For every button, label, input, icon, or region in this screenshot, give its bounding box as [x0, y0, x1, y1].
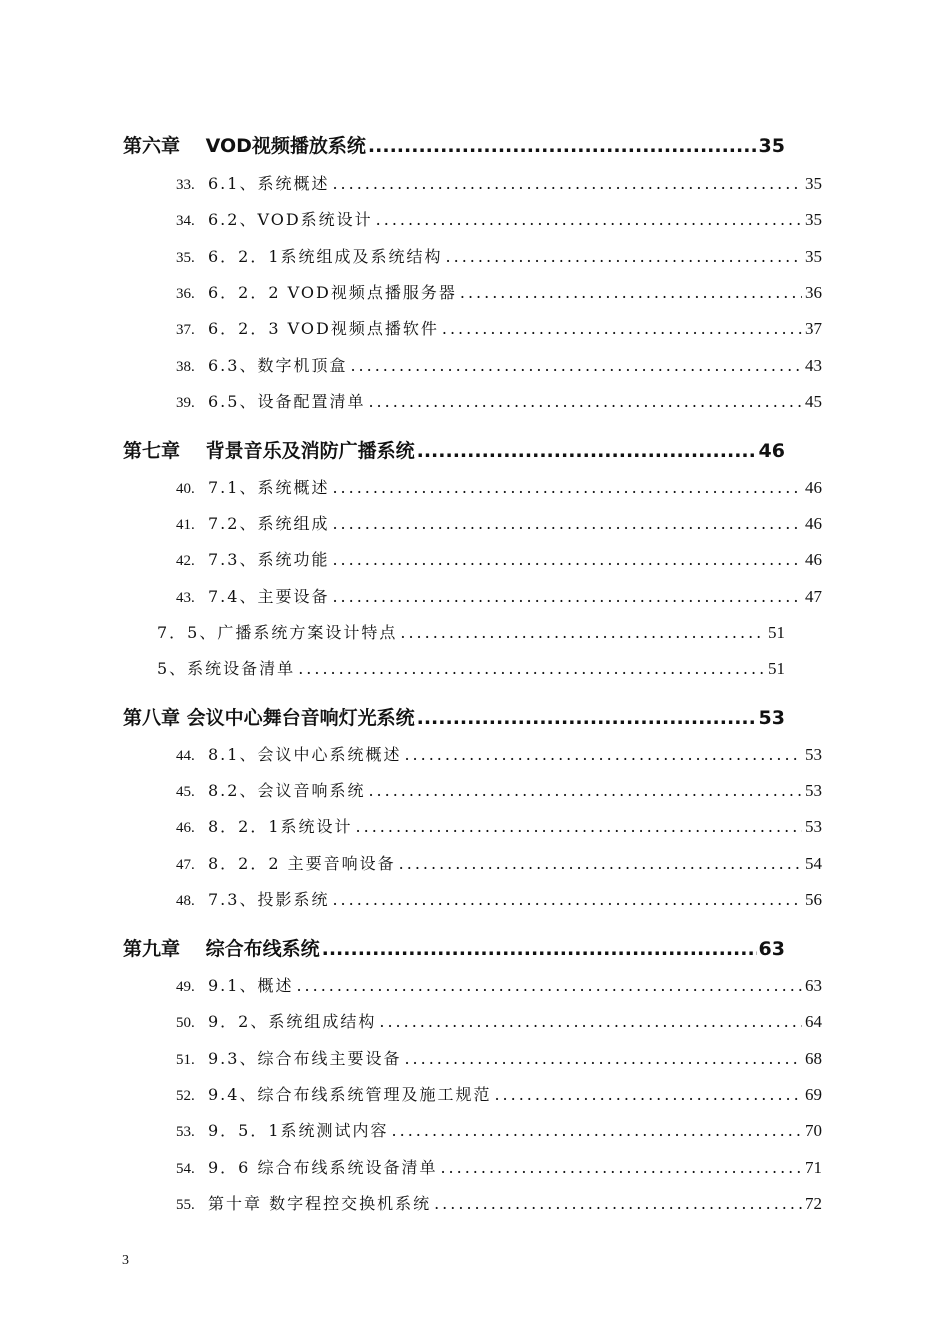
entry-title: 6．2．1系统组成及系统结构 [208, 247, 443, 266]
toc-entry[interactable] [176, 1155, 822, 1178]
toc-entry[interactable] [176, 887, 822, 910]
dot-leader [368, 781, 802, 800]
entry-number: 35. [176, 250, 195, 266]
toc-entry[interactable] [176, 1046, 822, 1069]
entry-title: 7.3、投影系统 [208, 890, 330, 909]
entry-title: 9．5．1系统测试内容 [208, 1121, 389, 1140]
entry-page: 46 [805, 478, 822, 497]
toc-chapter-7[interactable] [123, 436, 785, 463]
entry-title: 7.4、主要设备 [208, 587, 330, 606]
entry-title: 6.1、系统概述 [208, 174, 330, 193]
entry-page: 53 [805, 817, 822, 836]
toc-entry[interactable] [176, 207, 822, 230]
entry-page: 36 [805, 283, 822, 302]
entry-page: 56 [805, 890, 822, 909]
entry-page: 35 [805, 210, 822, 229]
toc-entry[interactable] [176, 511, 822, 534]
entry-title: 8．2．1系统设计 [208, 817, 353, 836]
dot-leader [332, 550, 802, 569]
entry-page: 69 [805, 1085, 822, 1104]
toc-chapter-8[interactable] [123, 703, 785, 730]
dot-leader [356, 817, 802, 836]
entry-page: 51 [768, 623, 785, 642]
dot-leader [332, 174, 802, 193]
entry-number: 33. [176, 177, 195, 193]
entry-number: 41. [176, 517, 195, 533]
entry-page: 35 [805, 247, 822, 266]
dot-leader [400, 623, 765, 642]
entry-title: 7．5、广播系统方案设计特点 [157, 623, 398, 642]
entry-number: 44. [176, 748, 195, 764]
chapter-title: 第七章 背景音乐及消防广播系统 [123, 440, 415, 462]
entry-number: 39. [176, 395, 195, 411]
toc-entry[interactable] [176, 1191, 822, 1214]
toc-chapter-6[interactable] [123, 131, 785, 158]
toc-entry[interactable] [176, 778, 822, 801]
toc-entry[interactable] [176, 353, 822, 376]
entry-page: 37 [805, 319, 822, 338]
entry-page: 43 [805, 356, 822, 375]
toc-entry[interactable] [176, 389, 822, 412]
toc-chapter-9[interactable] [123, 934, 785, 961]
entry-page: 46 [805, 550, 822, 569]
page-number: 3 [122, 1253, 129, 1268]
entry-title: 9.1、概述 [208, 976, 294, 995]
entry-number: 51. [176, 1052, 195, 1068]
entry-title: 9.3、综合布线主要设备 [208, 1049, 402, 1068]
dot-leader [332, 514, 802, 533]
entry-title: 6．2．2 VOD视频点播服务器 [208, 283, 457, 302]
dot-leader [392, 1121, 802, 1140]
toc-entry[interactable] [176, 171, 822, 194]
dot-leader [296, 976, 802, 995]
entry-title: 第十章 数字程控交换机系统 [208, 1194, 432, 1213]
entry-number: 52. [176, 1088, 195, 1104]
toc-entry[interactable] [176, 1118, 822, 1141]
toc-entry[interactable] [176, 851, 822, 874]
entry-page: 46 [805, 514, 822, 533]
dot-leader [399, 854, 802, 873]
entry-title: 8.2、会议音响系统 [208, 781, 366, 800]
entry-number: 37. [176, 322, 195, 338]
entry-page: 53 [805, 745, 822, 764]
chapter-title: 第九章 综合布线系统 [123, 938, 320, 960]
entry-title: 7.3、系统功能 [208, 550, 330, 569]
entry-page: 63 [805, 976, 822, 995]
entry-page: 71 [805, 1158, 822, 1177]
entry-number: 40. [176, 481, 195, 497]
entry-number: 43. [176, 590, 195, 606]
dot-leader [440, 1158, 802, 1177]
toc-entry[interactable] [176, 475, 822, 498]
toc-entry[interactable] [176, 742, 822, 765]
entry-page: 72 [805, 1194, 822, 1213]
entry-page: 45 [805, 392, 822, 411]
dot-leader [368, 135, 757, 157]
chapter-page: 53 [758, 707, 785, 729]
entry-page: 54 [805, 854, 822, 873]
dot-leader [494, 1085, 802, 1104]
dot-leader [434, 1194, 802, 1213]
entry-title: 6.5、设备配置清单 [208, 392, 366, 411]
entry-number: 48. [176, 893, 195, 909]
toc-entry[interactable] [176, 244, 822, 267]
chapter-page: 46 [758, 440, 785, 462]
chapter-title: 第八章 会议中心舞台音响灯光系统 [123, 707, 415, 729]
dot-leader [442, 319, 802, 338]
entry-number: 46. [176, 820, 195, 836]
toc-entry[interactable] [176, 280, 822, 303]
chapter-title: 第六章 VOD视频播放系统 [123, 135, 366, 157]
entry-page: 51 [768, 659, 785, 678]
entry-page: 53 [805, 781, 822, 800]
dot-leader [368, 392, 802, 411]
entry-title: 6.2、VOD系统设计 [208, 210, 373, 229]
toc-entry[interactable] [176, 316, 822, 339]
toc-entry[interactable] [157, 656, 785, 679]
chapter-page: 63 [758, 938, 785, 960]
entry-number: 54. [176, 1161, 195, 1177]
entry-number: 34. [176, 213, 195, 229]
entry-title: 9．2、系统组成结构 [208, 1012, 377, 1031]
toc-entry[interactable] [157, 620, 785, 643]
entry-title: 5、系统设备清单 [157, 659, 296, 678]
entry-number: 53. [176, 1124, 195, 1140]
entry-page: 70 [805, 1121, 822, 1140]
entry-title: 6．2．3 VOD视频点播软件 [208, 319, 439, 338]
entry-page: 64 [805, 1012, 822, 1031]
entry-title: 9．6 综合布线系统设备清单 [208, 1158, 438, 1177]
entry-page: 35 [805, 174, 822, 193]
dot-leader [446, 247, 802, 266]
entry-page: 68 [805, 1049, 822, 1068]
entry-page: 47 [805, 587, 822, 606]
toc-entry[interactable] [176, 814, 822, 837]
dot-leader [298, 659, 765, 678]
toc-entry[interactable] [176, 1082, 822, 1105]
entry-number: 55. [176, 1197, 195, 1213]
chapter-page: 35 [758, 135, 785, 157]
dot-leader [379, 1012, 802, 1031]
entry-number: 49. [176, 979, 195, 995]
dot-leader [417, 707, 757, 729]
toc-entry[interactable] [176, 1009, 822, 1032]
entry-title: 9.4、综合布线系统管理及施工规范 [208, 1085, 492, 1104]
entry-title: 7.2、系统组成 [208, 514, 330, 533]
toc-entry[interactable] [176, 584, 822, 607]
entry-title: 8.1、会议中心系统概述 [208, 745, 402, 764]
dot-leader [460, 283, 802, 302]
entry-title: 7.1、系统概述 [208, 478, 330, 497]
dot-leader [332, 890, 802, 909]
entry-title: 8．2．2 主要音响设备 [208, 854, 396, 873]
dot-leader [332, 478, 802, 497]
entry-title: 6.3、数字机顶盒 [208, 356, 348, 375]
dot-leader [332, 587, 802, 606]
entry-number: 36. [176, 286, 195, 302]
entry-number: 50. [176, 1015, 195, 1031]
toc-entry[interactable] [176, 547, 822, 570]
dot-leader [376, 210, 802, 229]
entry-number: 45. [176, 784, 195, 800]
entry-number: 47. [176, 857, 195, 873]
entry-number: 38. [176, 359, 195, 375]
dot-leader [404, 745, 802, 764]
entry-number: 42. [176, 553, 195, 569]
dot-leader [417, 440, 757, 462]
dot-leader [350, 356, 802, 375]
toc-entry[interactable] [176, 973, 822, 996]
dot-leader [404, 1049, 802, 1068]
dot-leader [322, 938, 757, 960]
